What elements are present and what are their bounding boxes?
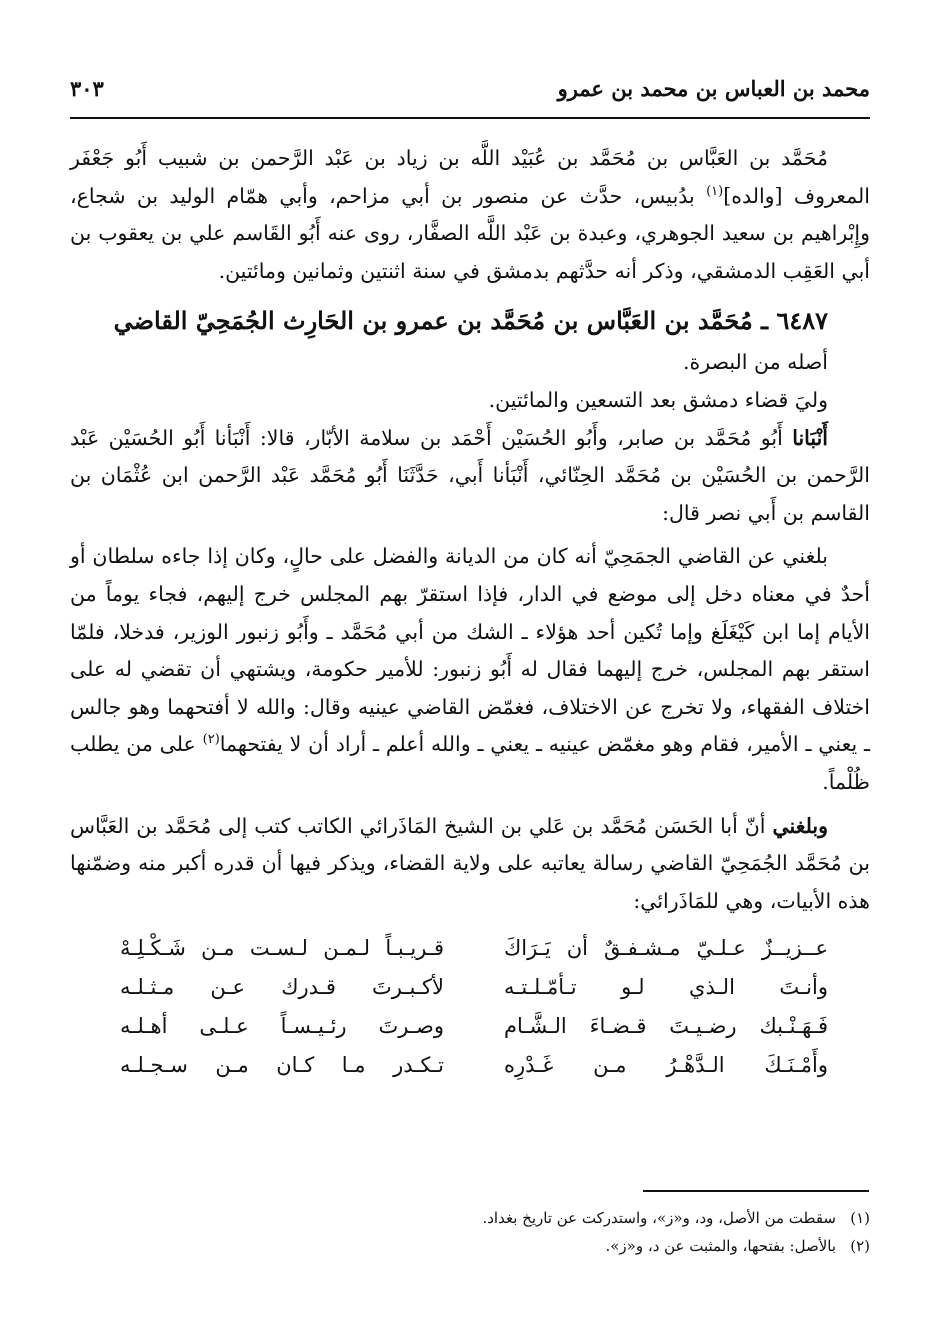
story-text-b: على من يطلب ظُلْماً. <box>70 732 870 794</box>
intro-text-a: مُحَمَّد بن العَبَّاس بن مُحَمَّد بن عُبَيْد اللَّه بن زياد بن عَبْد الرَّحمن بن شبيب أَبُو جَعْفَر المعروف [والده] <box>70 146 870 208</box>
poem-verse <box>70 930 870 969</box>
story-paragraph <box>70 538 870 801</box>
footnote <box>70 1204 870 1232</box>
header-title: محمد بن العباس بن محمد بن عمرو <box>557 76 870 101</box>
footnote-ref-2: (٢) <box>202 732 220 748</box>
verse-second-hemistich: تـكـدر مـا كـان مـن سـجـلـه <box>120 1053 444 1078</box>
page-number: ٣٠٣ <box>70 76 104 101</box>
letter-paragraph <box>70 808 870 921</box>
footnote-divider <box>643 1190 869 1192</box>
intro-paragraph <box>70 140 870 290</box>
verse-second-hemistich: قـريـبـاً لـمـن لـسـت مـن شَـكْـلِـهْ <box>120 936 444 961</box>
verse-second-hemistich: وصـرتَ رئـيـسـاً عـلـى أهـلـه <box>120 1014 444 1039</box>
isnad-text: أَبُو مُحَمَّد بن صابر، وأَبُو الحُسَيْن أَحْمَد بن سلامة الأبّار، قالا: أَنْبَأنا أَبُو الحُسَيْن عَبْد الرَّحمن بن الحُسَيْن بن مُحَمَّد الحِنّائي، أَنْبَأنا أَبي، حَدَّثَنَا أَبُو مُحَمَّد عَبْد الرَّحمن ابن عُثْمَان بن القاسم بن أَبي نصر قال: <box>70 425 870 525</box>
origin-line: أصله من البصرة. <box>683 350 828 375</box>
footnotes <box>70 1204 870 1260</box>
story-text-a: بلغني عن القاضي الجمَحِيّ أنه كان من الديانة والفضل على حالٍ، وكان إذا جاءه سلطان أو أحدٌ في معناه دخل إلى موضع في الدار، فإذا استقرّ بهم المجلس خرج إليهم، فجاء يوماً من الأيام إما ابن كَيْغَلَغ وإما تُكين أحد هؤلاء ـ الشك من أبي مُحَمَّد ـ وأَبُو زنبور الوزير، فدخلا، فلمّا استقر بهم المجلس، خرج إليهما فقال له أَبُو زنبور: للأمير حكومة، ويشتهي أن تقضي له على اختلاف الفقهاء، ولا تخرج عن الاختلاف، فغمّض القاضي عينيه وقال: والله لا أفتحهما وهو جالس ـ يعني ـ الأمير، فقام وهو مغمّض عينيه ـ يعني ـ والله أعلم ـ أراد أن لا يفتحهما <box>70 544 870 757</box>
office-line: وليَ قضاء دمشق بعد التسعين والمائتين. <box>488 387 828 412</box>
verse-first-hemistich: فَـهَـنْـبك رضـيـتَ قـضـاءَ الـشَّـام <box>504 1014 828 1039</box>
letter-text: أنّ أبا الحَسَن مُحَمَّد بن عَلي بن الشيخ المَاذَرائي الكاتب كتب إلى مُحَمَّد بن العَبَّاس بن مُحَمَّد الجُمَحِيّ القاضي رسالة يعاتبه على ولاية القضاء، ويذكر فيها أن قدره أكبر منه وضمّنها هذه الأبيات، وهي للمَاذَرائي: <box>70 813 870 913</box>
footnote-ref-1: (١) <box>706 183 724 199</box>
verse-first-hemistich: عــزيــزٌ عـلـيّ مـشـفـقٌ أن يَـرَاكَ <box>504 936 828 961</box>
entry-heading: ٦٤٨٧ ـ مُحَمَّد بن العَبَّاس بن مُحَمَّد بن عمرو بن الحَارِث الجُمَحِيّ القاضي <box>113 306 828 336</box>
isnad-keyword: أَنْبَانا <box>792 425 828 450</box>
footnote-text: بالأصل: بفتحها، والمثبت عن د، و«ز». <box>605 1237 836 1255</box>
header-divider <box>70 117 870 119</box>
verse-second-hemistich: لأكـبـرتَ قـدرك عـن مـثـلـه <box>120 975 444 1000</box>
poem <box>70 930 870 1086</box>
verse-first-hemistich: وأَمْـنَـكَ الـدَّهْـرُ مـن غَـدْرِه <box>504 1053 828 1078</box>
running-header <box>70 74 870 114</box>
main-text <box>70 140 870 1086</box>
poem-verse <box>70 1047 870 1086</box>
footnote-number: (٢) <box>850 1237 870 1255</box>
footnote-number: (١) <box>850 1209 870 1227</box>
isnad-paragraph <box>70 420 870 533</box>
verse-first-hemistich: وأنـتَ الـذي لـو تـأمّـلـتـه <box>504 975 828 1000</box>
letter-keyword: وبلغني <box>772 813 828 838</box>
footnote <box>70 1232 870 1260</box>
poem-verse <box>70 1008 870 1047</box>
intro-text-b: بدُبيس، حدَّث عن منصور بن أبي مزاحم، وأبي همّام الوليد بن شجاع، وإِبْراهيم بن سعيد الجوهري، وعبدة بن عَبْد اللَّه الصفَّار، روى عنه أَبُو القَاسم علي بن يعقوب بن أبي العَقِب الدمشقي، وذكر أنه حدَّثهم بدمشق في سنة اثنتين وثمانين ومائتين. <box>70 183 870 283</box>
footnote-text: سقطت من الأصل، ود، و«ز»، واستدركت عن تاريخ بغداد. <box>482 1209 836 1227</box>
poem-verse <box>70 969 870 1008</box>
